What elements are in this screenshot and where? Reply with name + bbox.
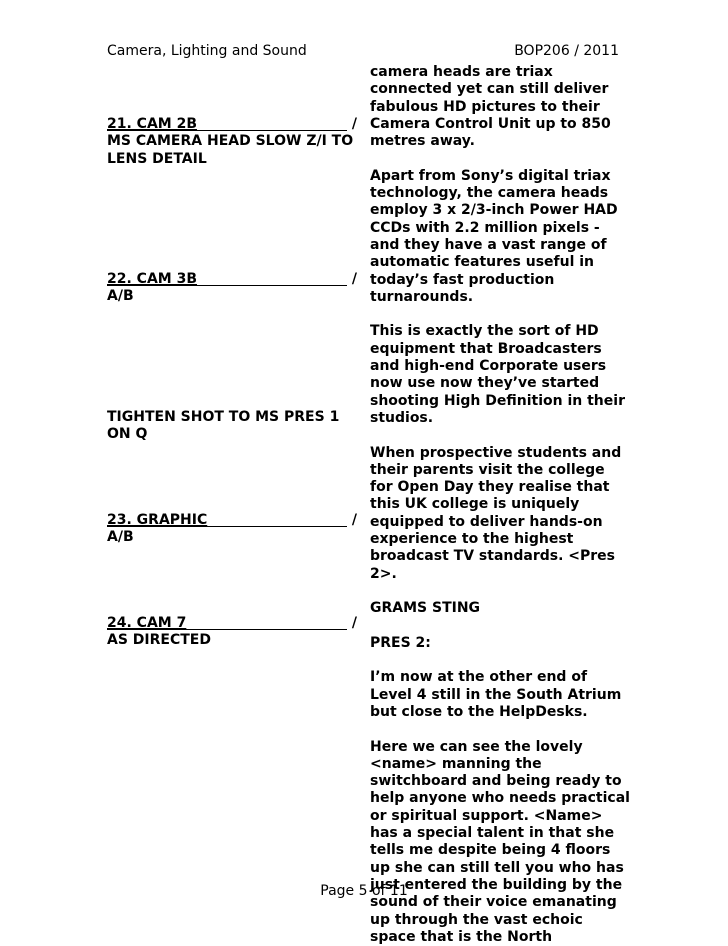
cue-slash: / <box>351 615 357 631</box>
underline-rule <box>107 526 347 527</box>
cue-heading-row <box>107 271 357 288</box>
cue-heading-row <box>107 116 357 133</box>
presenter-label: PRES 2: <box>370 634 431 651</box>
cue-21 <box>107 116 357 168</box>
script-column <box>370 64 632 946</box>
cue-heading: 23. GRAPHIC <box>107 512 208 528</box>
script-paragraph: Apart from Sony’s digital triax technology, the camera heads employ 3 x 2/3-inch Power HAD CCDs with 2.2 million pixels - and they have a vast range of automatic features useful in today’s fast production turnarounds. <box>370 167 618 305</box>
cue-heading-row <box>107 615 357 632</box>
cue-tighten-shot <box>107 409 357 444</box>
cue-slash: / <box>351 512 357 528</box>
cue-heading: 22. CAM 3B <box>107 271 198 287</box>
cue-description: AS DIRECTED <box>107 632 211 649</box>
cue-description: A/B <box>107 288 134 305</box>
script-paragraph: I’m now at the other end of Level 4 still in the South Atrium but close to the HelpDesks. <box>370 669 622 720</box>
underline-rule <box>107 629 347 630</box>
page-number: Page 5 of 11 <box>320 883 408 899</box>
cue-23 <box>107 512 357 547</box>
underline-rule <box>107 285 347 286</box>
cue-22 <box>107 271 357 306</box>
header-course-code: BOP206 / 2011 <box>514 43 619 59</box>
script-paragraph: Here we can see the lovely <name> manning the switchboard and being ready to help anyone who needs practical or spiritual support. <Name> has a special talent in that she tells me despite being 4 floors up she can still tell you who has just entered the building by the sound of their voice emanating up through the vast echoic space that is the North <box>370 738 630 945</box>
cue-heading-row <box>107 512 357 529</box>
underline-rule <box>107 130 347 131</box>
sound-cue: GRAMS STING <box>370 600 481 617</box>
header-course-title: Camera, Lighting and Sound <box>107 43 307 59</box>
cue-description: MS CAMERA HEAD SLOW Z/I TO LENS DETAIL <box>107 133 354 167</box>
cue-heading: 24. CAM 7 <box>107 615 187 631</box>
script-paragraph: This is exactly the sort of HD equipment that Broadcasters and high-end Corporate users now use now they’ve started shooting High Definition in their studios. <box>370 323 625 426</box>
cue-heading: 21. CAM 2B <box>107 116 198 132</box>
cue-description: TIGHTEN SHOT TO MS PRES 1 ON Q <box>107 409 340 443</box>
script-paragraph: camera heads are triax connected yet can still deliver fabulous HD pictures to their Camera Control Unit up to 850 metres away. <box>370 64 611 150</box>
cue-slash: / <box>351 271 357 287</box>
cue-slash: / <box>351 116 357 132</box>
script-paragraph: When prospective students and their parents visit the college for Open Day they realise that this UK college is uniquely equipped to deliver hands-on experience to the highest broadcast TV standards. <Pres 2>. <box>370 444 622 582</box>
cue-description: A/B <box>107 529 134 546</box>
cue-24 <box>107 615 357 650</box>
